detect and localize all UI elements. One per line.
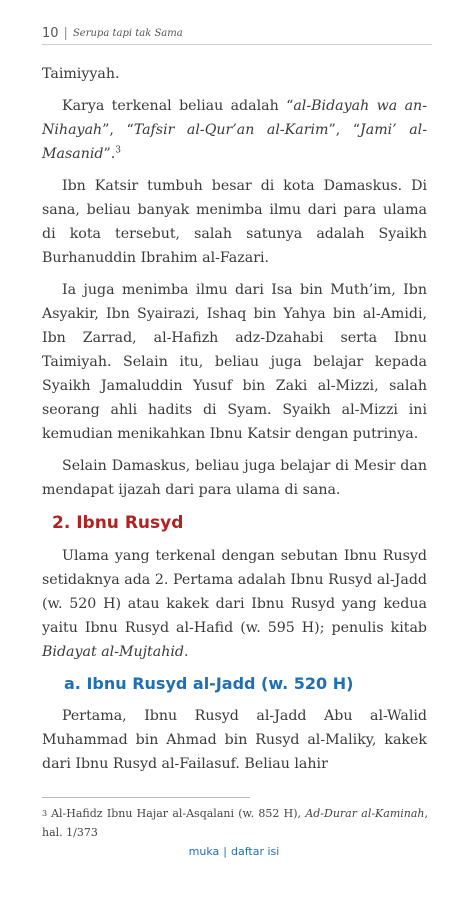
footnote [42, 804, 428, 842]
text-span: Ulama yang terkenal dengan sebutan Ibnu Rusyd setidaknya ada 2. Pertama adalah Ibnu Rusyd al-Jadd (w. 520 H) atau kakek dari Ibnu Rusyd yang kedua yaitu Ibnu Rusyd al-Hafid (w. 595 H); penulis kitab [42, 548, 427, 636]
page-header [42, 22, 432, 45]
page-navigation [0, 845, 468, 858]
header-separator: | [63, 25, 68, 41]
text-span: ”, “ [102, 122, 134, 138]
paragraph-damascus: Ibn Katsir tumbuh besar di kota Damaskus. Di sana, beliau banyak menimba ilmu dari para ulama di kota tersebut, salah satunya adalah Syaikh Burhanuddin Ibrahim al-Fazari. [42, 178, 427, 266]
footnote-text: , hal. 1/373 [42, 807, 428, 839]
footnote-book-title: Ad-Durar al-Kaminah [305, 807, 425, 820]
paragraph-teachers: Ia juga menimba ilmu dari Isa bin Muth’im, Ibn Asyakir, Ibn Syairazi, Ishaq bin Yahya bin al-Amidi, Ibn Zarrad, al-Hafizh adz-Dzahabi serta Ibnu Taimiyah. Selain itu, beliau juga belajar kepada Syaikh Jamaluddin Yusuf bin Zaki al-Mizzi, salah seorang ahli hadits di Syam. Syaikh al-Mizzi ini kemudian menikahkan Ibnu Katsir dengan putrinya. [42, 282, 427, 442]
footnote-text: Al-Hafidz Ibnu Hajar al-Asqalani (w. 852 H), [51, 807, 306, 820]
footnote-divider [42, 797, 250, 798]
book-title: al-Bidayah wa an-Nihayah [42, 98, 427, 138]
paragraph-continuation: Taimiyyah. [42, 66, 120, 82]
paragraph-egypt: Selain Damaskus, beliau juga belajar di Mesir dan mendapat ijazah dari para ulama di sana. [42, 458, 427, 498]
book-title: Bidayat al-Mujtahid [42, 644, 184, 660]
text-span: ”. [103, 146, 116, 162]
page-content [42, 62, 427, 784]
footnote-mark: 3 [42, 809, 48, 818]
text-span: Karya terkenal beliau adalah “ [62, 98, 294, 114]
table-of-contents-link[interactable]: daftar isi [231, 845, 280, 858]
nav-separator: | [223, 845, 227, 858]
page-number: 10 [42, 25, 59, 41]
section-heading: 2. Ibnu Rusyd [52, 513, 184, 533]
paragraph-famous-works [42, 94, 427, 166]
footnote-reference[interactable]: 3 [115, 145, 121, 156]
paragraph-ibnu-rusyd-intro [42, 544, 427, 664]
paragraph-ibnu-rusyd-jadd: Pertama, Ibnu Rusyd al-Jadd Abu al-Walid Muhammad bin Ahmad bin Rusyd al-Maliky, kakek dari Ibnu Rusyd al-Failasuf. Beliau lahir [42, 708, 427, 772]
book-title: Jami’ al-Masanid [42, 122, 428, 162]
book-title: Tafsir al-Qur’an al-Karim [133, 122, 329, 138]
running-title: Serupa tapi tak Sama [72, 27, 183, 39]
home-link[interactable]: muka [188, 845, 220, 858]
subsection-heading: a. Ibnu Rusyd al-Jadd (w. 520 H) [64, 674, 354, 693]
text-span: ”, “ [328, 122, 361, 138]
text-span: . [183, 644, 189, 660]
